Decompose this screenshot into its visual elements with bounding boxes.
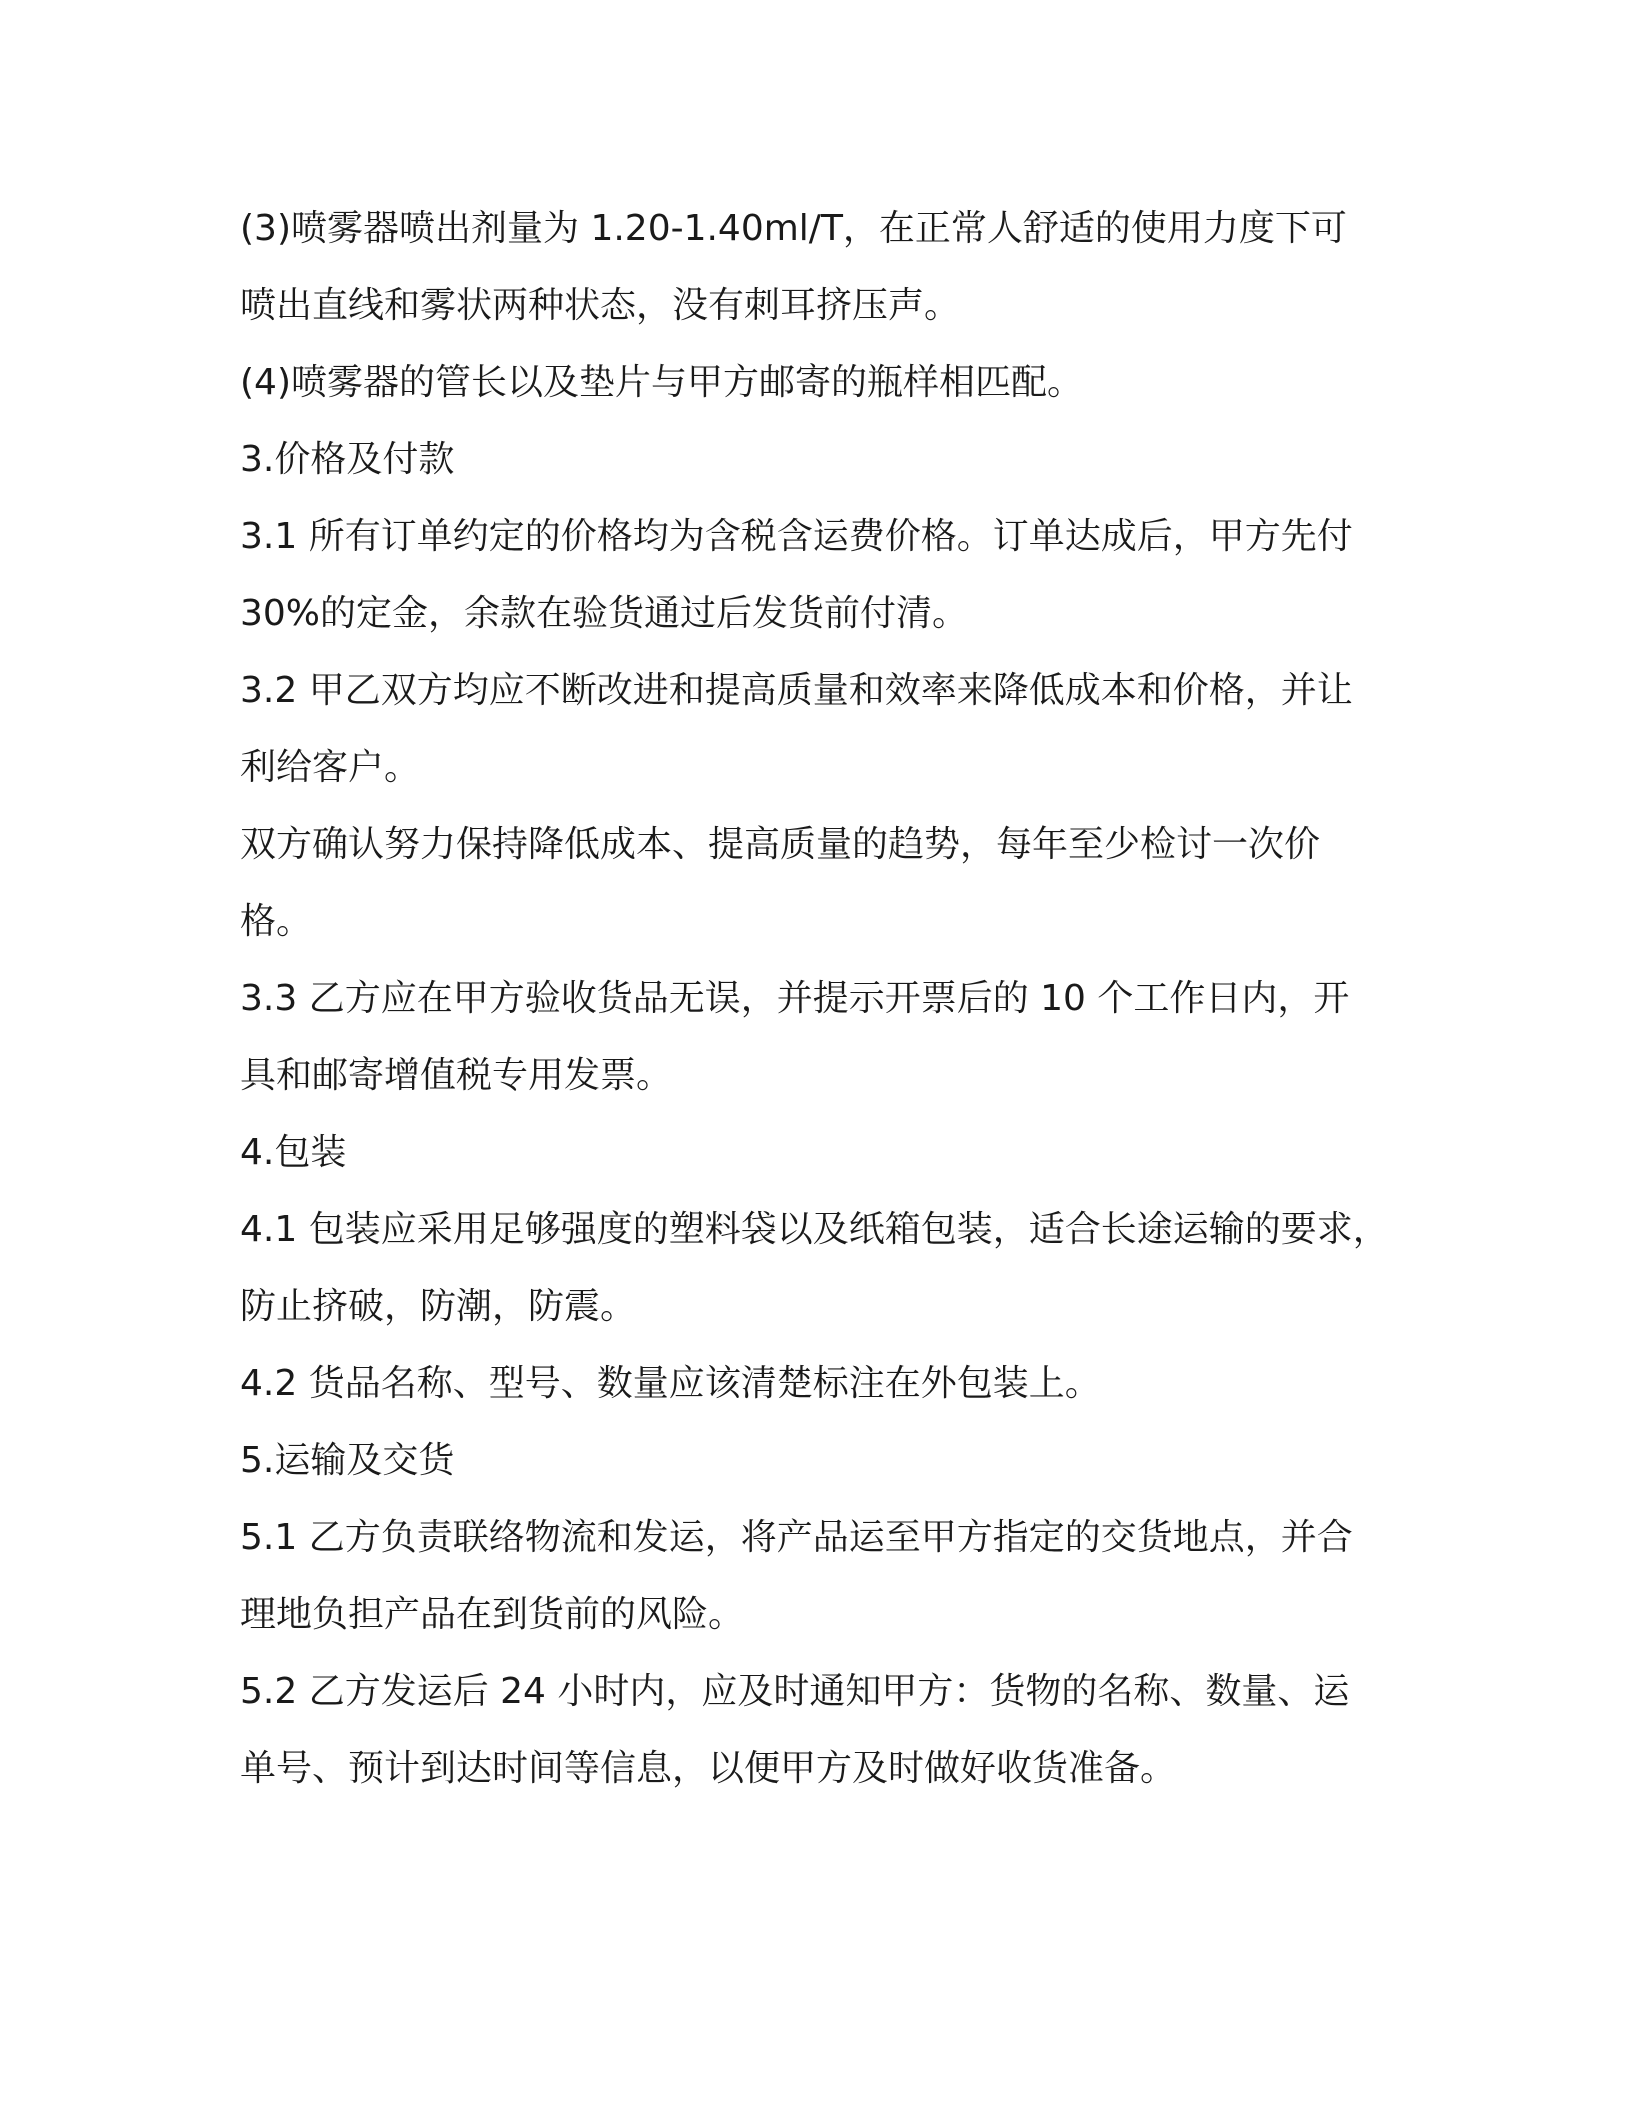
section-heading: 5.运输及交货	[240, 1440, 455, 1481]
text-line: 3.2 甲乙双方均应不断改进和提高质量和效率来降低成本和价格，并让	[240, 670, 1353, 711]
text-line: 5.2 乙方发运后 24 小时内，应及时通知甲方：货物的名称、数量、运	[240, 1671, 1350, 1712]
text-line: 5.1 乙方负责联络物流和发运，将产品运至甲方指定的交货地点，并合	[240, 1517, 1353, 1558]
document-body	[240, 190, 1420, 1807]
text-line: 具和邮寄增值税专用发票。	[240, 1055, 673, 1096]
text-line: 格。	[240, 901, 313, 942]
text-line: 4.1 包装应采用足够强度的塑料袋以及纸箱包装，适合长途运输的要求，	[240, 1209, 1389, 1250]
text-line: 利给客户。	[240, 747, 421, 788]
text-line: 3.3 乙方应在甲方验收货品无误，并提示开票后的 10 个工作日内，开	[240, 978, 1350, 1019]
text-line: (3)喷雾器喷出剂量为 1.20-1.40ml/T，在正常人舒适的使用力度下可	[240, 208, 1347, 249]
text-line: 喷出直线和雾状两种状态，没有刺耳挤压声。	[240, 285, 961, 326]
section-heading: 3.价格及付款	[240, 439, 455, 480]
text-line: 4.2 货品名称、型号、数量应该清楚标注在外包装上。	[240, 1363, 1101, 1404]
text-line: 单号、预计到达时间等信息，以便甲方及时做好收货准备。	[240, 1748, 1177, 1789]
text-line: 理地负担产品在到货前的风险。	[240, 1594, 745, 1635]
text-line: 防止挤破，防潮，防震。	[240, 1286, 637, 1327]
text-line: (4)喷雾器的管长以及垫片与甲方邮寄的瓶样相匹配。	[240, 362, 1083, 403]
text-line: 3.1 所有订单约定的价格均为含税含运费价格。订单达成后，甲方先付	[240, 516, 1353, 557]
text-line: 双方确认努力保持降低成本、提高质量的趋势，每年至少检讨一次价	[240, 824, 1321, 865]
text-line: 30%的定金，余款在验货通过后发货前付清。	[240, 593, 969, 634]
section-heading: 4.包装	[240, 1132, 347, 1173]
